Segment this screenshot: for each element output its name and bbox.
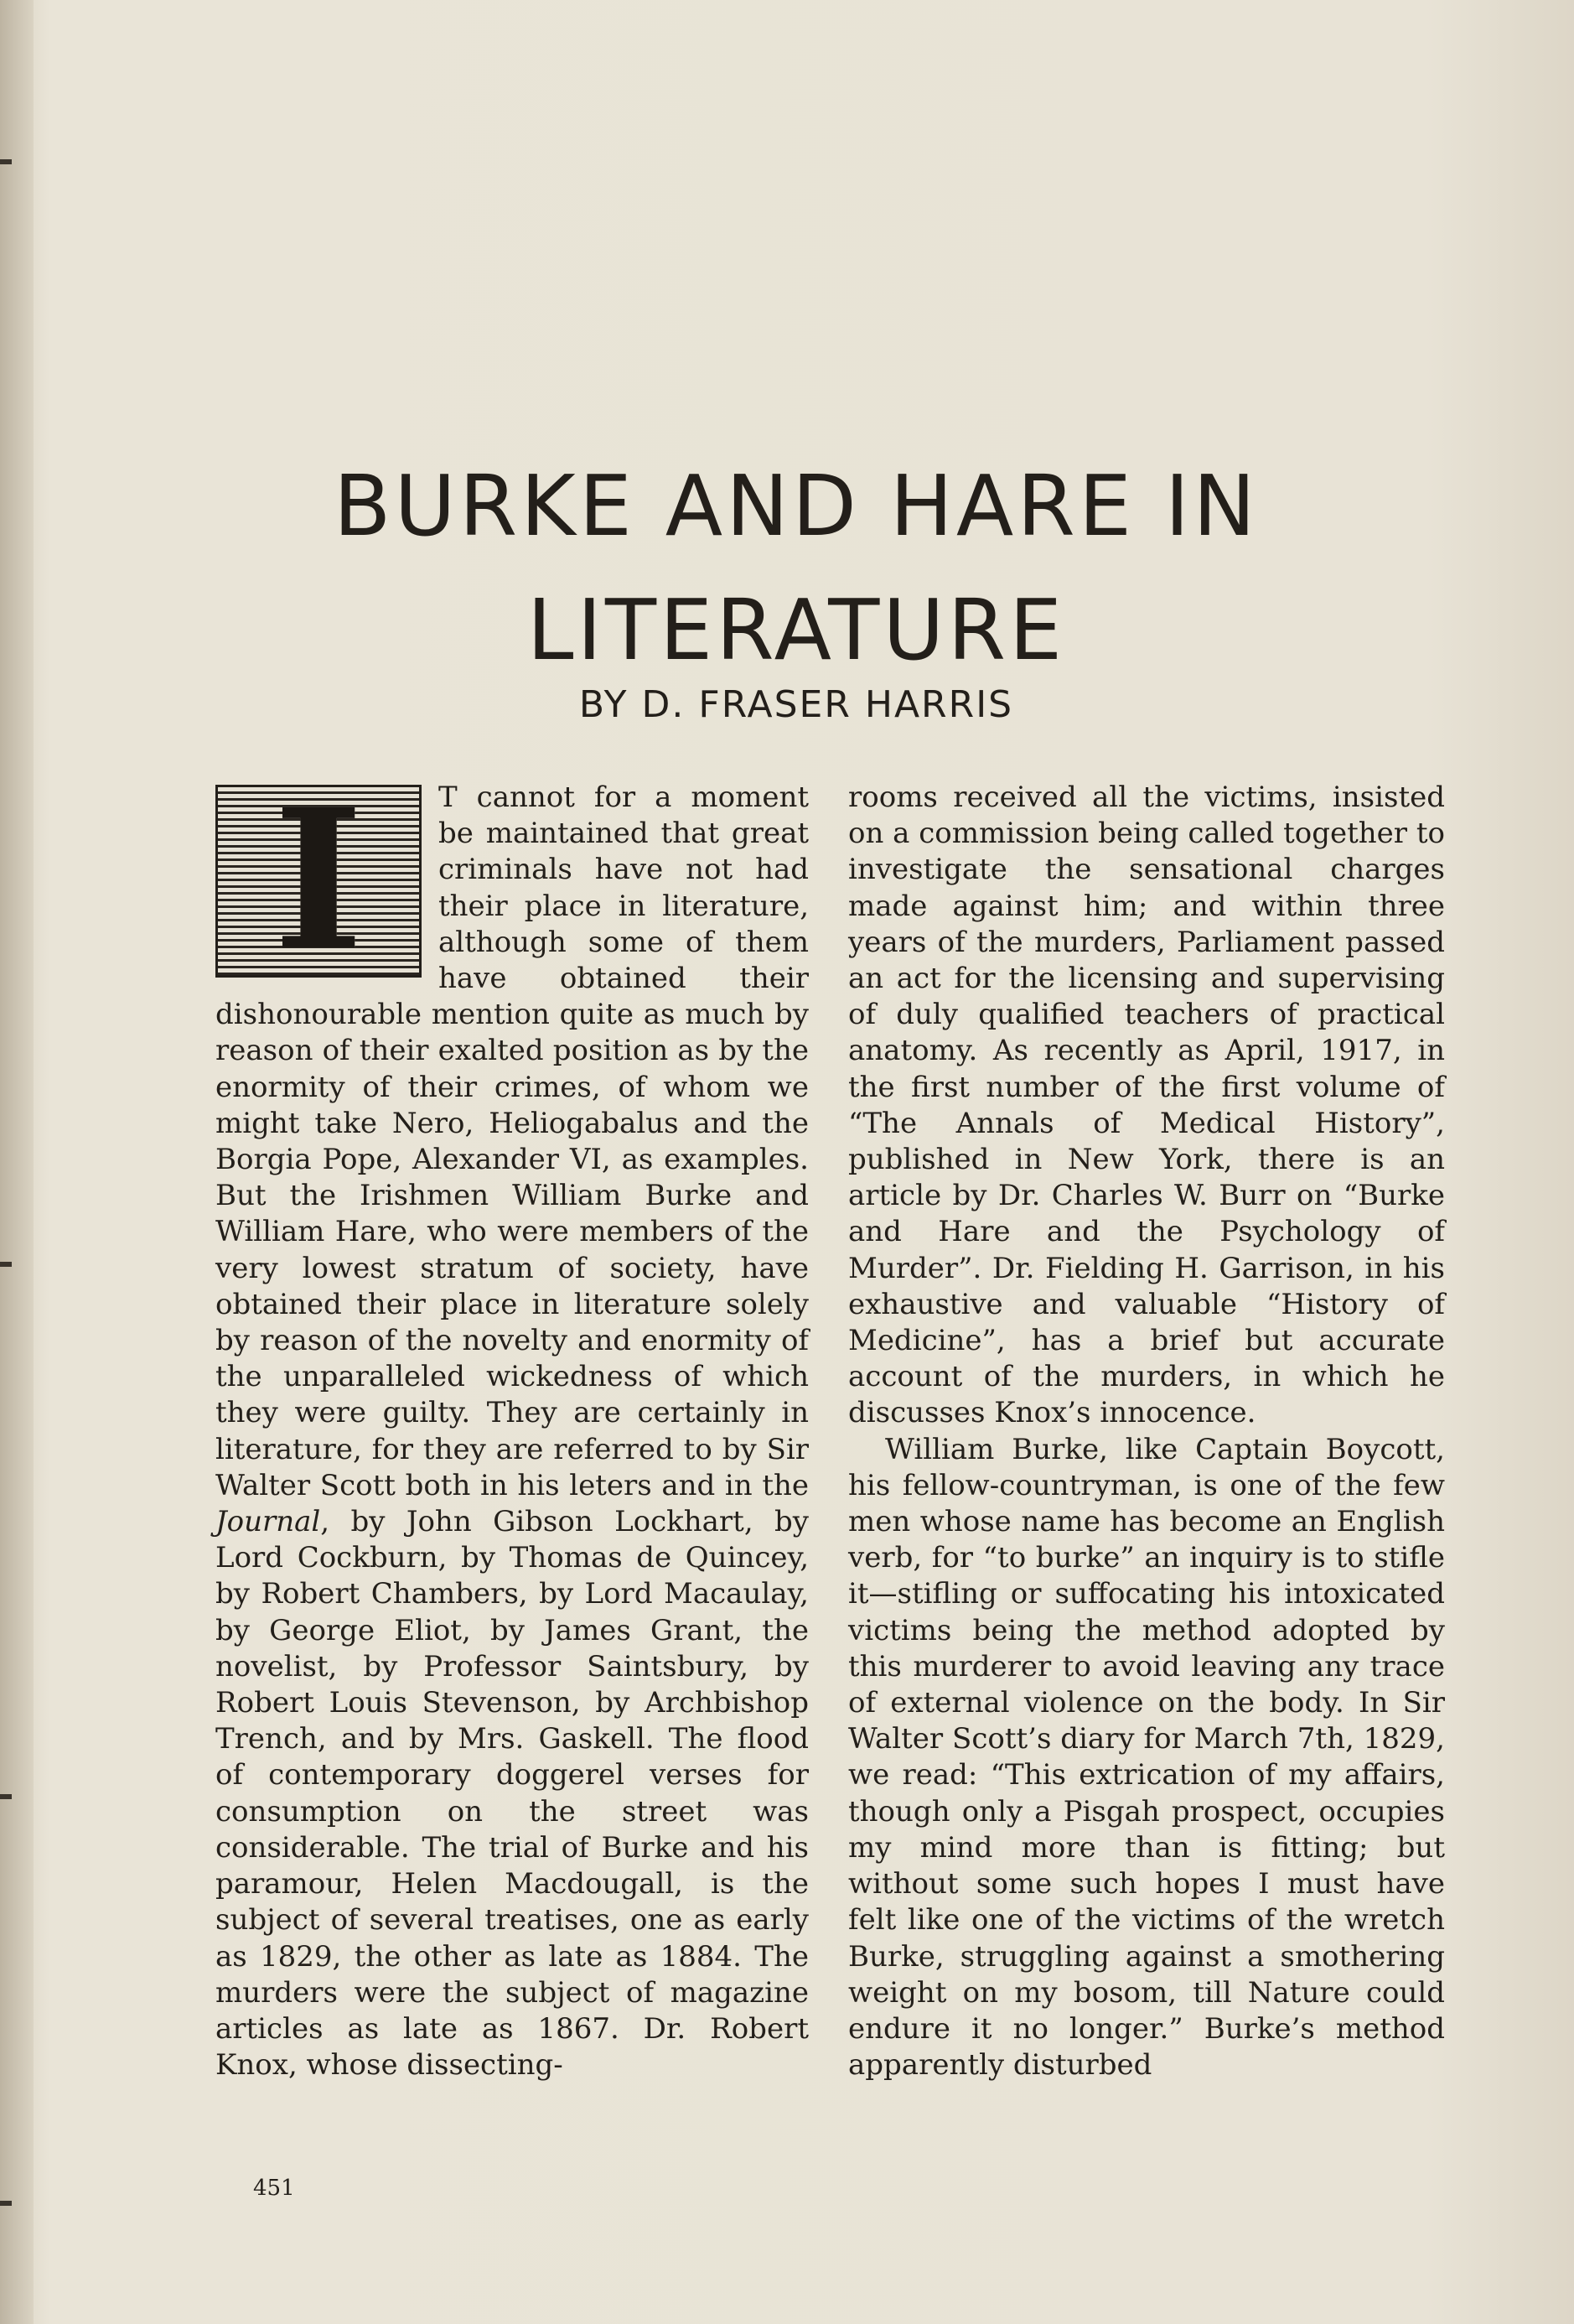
title-line-2: LITERATURE <box>526 581 1066 679</box>
book-spine-shadow <box>0 0 34 2324</box>
edge-mark <box>0 2201 12 2206</box>
drop-cap-ornament <box>215 767 422 994</box>
byline: BY D. FRASER HARRIS <box>578 683 1014 726</box>
drop-cap-letter: I <box>218 787 419 975</box>
left-column <box>215 767 809 2171</box>
italic-title: Journal <box>215 1505 321 1539</box>
paragraph: rooms received all the victims, insisted on a commission being called together to investigate the sensational charges made against him; and within three years of the murders, Parliament passed an act for the licensing and supervising of duly qualified teachers of practical anatomy. As recently as April, 1917, in the first number of the first volume of “The Annals of Medical History”, published in New York, there is an article by Dr. Charles W. Burr on “Burke and Hare and the Psychology of Murder”. Dr. Fielding H. Garrison, in his exhaustive and valuable “History of Medicine”, has a brief but accurate account of the murders, in which he discusses Knox’s innocence. <box>848 781 1445 1430</box>
paragraph: William Burke, like Captain Boycott, his fellow-countryman, is one of the few men whose name has become an English verb, for “to burke” an inquiry is to stifle it—stifling or suffocating his intoxicated victims being the method adopted by this murderer to avoid leaving any trace of external violence on the body. In Sir Walter Scott’s diary for March 7th, 1829, we read: “This extrication of my affairs, though only a Pisgah prospect, occupies my mind more than is fitting; but without some such hopes I must have felt like one of the victims of the wretch Burke, struggling against a smothering weight on my bosom, till Nature could endure it no longer.” Burke’s method apparently disturbed <box>848 1432 1445 2083</box>
article-title <box>168 444 1425 693</box>
edge-mark <box>0 1794 12 1799</box>
right-column <box>848 780 1445 2171</box>
edge-mark <box>0 1262 12 1267</box>
page-number: 451 <box>253 2176 295 2201</box>
edge-mark <box>0 159 12 164</box>
paragraph: T cannot for a moment be maintained that great criminals have not had their place in literature, although some of them have obtained their dishonourable mention quite as much by reason of their exalted position as by the enormity of their crimes, of whom we might take Nero, Heliogabalus and the Borgia Pope, Alexander VI, as examples. But the Irishmen William Burke and William Hare, who were members of the very lowest stratum of society, have obtained their place in literature solely by reason of the novelty and enormity of the unparalleled wickedness of which they were guilty. They are certainly in literature, for they are referred to by Sir Walter Scott both in his leters and in the Journal, by John Gibson Lockhart, by Lord Cockburn, by Thomas de Quincey, by Robert Chambers, by Lord Macaulay, by George Eliot, by James Grant, the novelist, by Professor Saintsbury, by Robert Louis Stevenson, by Archbishop Trench, and by Mrs. Gaskell. The flood of contemporary doggerel verses for consumption on the street was considerable. The trial of Burke and his paramour, Helen Macdougall, is the subject of several treatises, one as early as 1829, the other as late as 1884. The murders were the subject of magazine articles as late as 1867. Dr. Robert Knox, whose dissecting- <box>215 781 809 2083</box>
title-line-1: BURKE AND HARE IN <box>333 457 1260 555</box>
